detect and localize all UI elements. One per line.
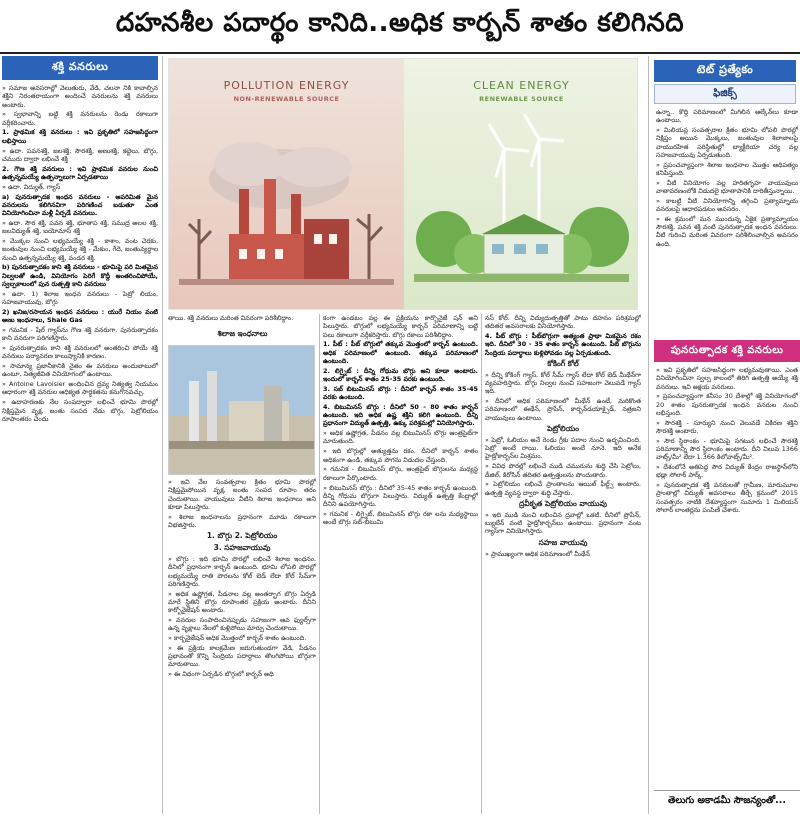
paragraph: 2. గౌణ శక్తి వనరులు : ఇవి ప్రాథమిక వనరుల నుంచి ఉత్పన్నమయ్యే ఉత్పన్నాలుగా ఏర్పడతాయి — [2, 164, 158, 181]
paragraph: ద్రవీకృత పెట్రోలియం వాయువు — [519, 498, 607, 508]
column-divider — [648, 56, 649, 814]
paragraph: 1. పీట్ : పీట్ బొగ్గులో తక్కువ మొత్తంలో కార్బన్ ఉంటుంది. అధిక పరిమాణంలో ఉంటుంది. తక్కువ పరిమాణంలో ఉంటుంది. — [323, 340, 478, 365]
paragraph: » పునరుత్పాదక శక్తి వనరులతో గ్రామీణ, మారుమూల ప్రాంతాల్లో విద్యుత్ అవసరాలు తీర్చే క్రమంలో 2015 సంవత్సరం నాటికి దేశవ్యాప్తంగా సుమారు 1 మిలియన్ సోలార్ లాంతర్లను పంపిణీ చేశారు. — [656, 481, 798, 514]
paragraph: » ఉదా. విద్యుత్, గ్యాస్ — [2, 182, 61, 191]
clean-energy-panel — [404, 59, 638, 310]
paragraph: » కాబట్టి వీటి వినియోగాన్ని తగ్గించి ప్రత్యామ్నాయ వనరులపై ఆధారపడటం అవసరం. — [656, 196, 798, 214]
paragraph: » బొగ్గు : ఇది భూమి పొరల్లో లభించే శిలాజ ఇంధనం. దీనిలో ప్రధానంగా కార్బన్ ఉంటుంది. భూమి లోపలి పొరల్లో లభ్యమయ్యే రాతి పొరలను కోల్ బెడ్ లేదా కోల్ సీమ్‌గా పరిగణిస్తారు. — [168, 555, 316, 588]
smoke-cloud — [276, 147, 352, 187]
paragraph: » పెట్రోలియం లభించే ప్రాంతాలను ఆయిల్ ఫీల్డ్స్ అంటారు. ఉత్పత్తి వ్యవస్థ ద్వారా శుద్ధి చేస్తారు. — [485, 480, 641, 497]
paragraph: 1. ప్రాథమిక శక్తి వనరులు : ఇవి ప్రకృతిలో సహజసిద్ధంగా లభిస్తాయి — [2, 128, 158, 145]
paragraph: » శిలాజ ఇంధనాలను ప్రధానంగా మూడు రకాలుగా విభజిస్తారు. — [168, 512, 316, 529]
column-5-bottom — [656, 366, 798, 786]
clean-energy-title: CLEAN ENERGY — [473, 79, 570, 92]
paragraph: 3. సహజవాయువు — [213, 543, 271, 553]
clean-energy-subtitle: RENEWABLE SOURCE — [479, 95, 564, 103]
paragraph: a) పునరుత్పాదక ఇంధన వనరులు - అపరిమిత మైన వనరులను కలిగినవిగా పరిగణించ బడుతూ ఎంత వినియోగించినా మళ్లీ ఏర్పడే వనరులు. — [2, 192, 158, 218]
paragraph: 1. బొగ్గు 2. పెట్రోలియం — [206, 531, 278, 541]
physics-label: ఫిజిక్స్ — [654, 84, 796, 104]
paragraph: » వీటి వినియోగం వల్ల హరితగృహ వాయువులు వాతావరణంలోకి విడుదలై భూతాపానికి దారితీస్తున్నాయి. — [656, 178, 798, 196]
paragraph: » పునరుత్పాదకం కాని శక్తి వనరులలో అంతరించి పోయే శక్తి వనరులు పర్యావరణ కాలుష్యానికి కారణం. — [2, 343, 158, 361]
factory-building — [304, 219, 349, 279]
paragraph: » సమాజ అవసరాల్లో వెలుతురు, వేడి, చలనా నికి కావాల్సిన శక్తిని నిరంతరాయంగా అందించే వనరులను శక్తి వనరులు అంటారు. — [2, 84, 158, 109]
column-1 — [2, 84, 158, 814]
paragraph: » ఇవి ప్రకృతిలో సహజసిద్ధంగా లభ్యమవుతాయి. ఎంత వినియోగించినా స్వల్ప కాలంలో తిరిగి ఉత్పత్తి అయ్యే శక్తి వనరులు. ఇవి అక్షయ వనరులు. — [656, 366, 798, 391]
tet-special-banner: టెట్ ప్రత్యేకం — [654, 60, 796, 82]
paragraph: 2) ఖనిజ/రసాయన ఇంధన వనరులు : యురే నియం వంటి అణు ఇంధనాలు, Shale Gas — [2, 307, 158, 325]
paragraph: » బిటుమినస్ బొగ్గు : దీనిలో 35-45 శాతం కార్బన్ ఉంటుంది. దీన్ని గోధుమ బొగ్గుగా పిలుస్తారు. విద్యుత్ ఉత్పత్తి కేంద్రాల్లో దీనిని ఉపయోగిస్తారు. — [323, 483, 478, 508]
power-plant-image — [169, 346, 315, 475]
paragraph: » సౌర స్థిరాంకం - భూమిపై సగటున లభించే సౌరశక్తి పరిమాణాన్ని సౌర స్థిరాంకం అంటారు. దీని విలువ 1366 వాట్స్/మీ² లేదా 1.366 కిలోవాట్స్/మీ². — [656, 436, 798, 462]
paragraph: ఉన్నా.. కొద్ది పరిమాణంలో మిగిలిన ఆల్కేన్‌లు కూడా ఉంటాయి. — [656, 108, 798, 125]
paragraph: 2. లిగ్నైట్ : దీన్ని గోధుమ బొగ్గు అని కూడా అంటారు. ఇందులో కార్బన్ శాతం 25-35 వరకు ఉంటుంది. — [323, 366, 478, 383]
paragraph: » సౌరశక్తి - సూర్యుని నుంచి వెలువడే వికిరణ శక్తిని సౌరశక్తి అంటారు. — [656, 418, 798, 435]
paragraph: » ఇవి వేల సంవత్సరాల క్రితం భూమి పొరల్లో నిక్షిప్తమైపోయిన వృక్ష, జంతు సంపద రూపాం తరం చెందుతాయి. వాయువులు వీటిని శిలాజ ఇంధనాలు అని కూడా పిలుస్తారు. — [168, 478, 316, 511]
paragraph: » మొక్కల నుంచి లభ్యమయ్యే శక్తి - కాశాం, వంట చెరకు, జంతువుల నుంచి లభ్యమయ్యే శక్తి - మేకుం, గేదె, జంతువ్యర్థాల నుంచి ఉత్పన్నమయ్యే శక్తి, వండర శక్తి. — [2, 237, 158, 262]
turbine-blades — [524, 114, 564, 167]
paragraph: » గమనిక - బిటుమినస్ బొగ్గు, ఆంత్రసైట్ బొగ్గులను మధ్యస్థ రకాలుగా పేర్కొంటారు. — [323, 465, 478, 482]
window — [536, 244, 548, 254]
subheading-fossil-fuels: శిలాజ ఇంధనాలు — [217, 329, 268, 338]
paragraph: » దీనిలో అధిక పరిమాణంలో మీథేన్ ఉంటే, మరికొంత పరిమాణంలో ఈథేన్, ప్రొపేన్, కార్బన్‌డయాక్సైడ్, నత్రజని వాయువులు ఉంటాయి. — [485, 397, 641, 422]
column-2 — [168, 478, 316, 814]
paragraph: పెట్రోలియం — [547, 423, 579, 433]
column-3 — [323, 314, 478, 814]
window — [257, 249, 265, 259]
column-2-top — [168, 314, 316, 330]
headline: దహనశీల పదార్థం కానిది..అధిక కార్బన్ శాతం కలిగినది — [115, 8, 685, 38]
window — [239, 249, 247, 259]
paragraph: » కార్బనైజేషన్ అధిక మొత్తంలో కార్బన్ శాతం ఉంటుంది. — [168, 634, 307, 643]
paragraph: » వివిధ పొరల్లో లభించే ముడి చమురును శుద్ధి చేసి పెట్రోలు, డీజిల్, కిరోసిన్ తదితర ఉత్పత్తులను పొందుతారు. — [485, 462, 641, 479]
section-title-renewable: పునరుత్పాదక శక్తి వనరులు — [654, 340, 800, 362]
pollution-energy-subtitle: NON-RENEWABLE SOURCE — [233, 95, 340, 103]
window — [314, 234, 322, 244]
paragraph: » దేశంలోనే అతిపెద్ద సౌర విద్యుత్ కేంద్రం రాజస్థాన్‌లోని భడ్లా సోలార్ పార్క్. — [656, 463, 798, 480]
dead-tree-icon — [357, 214, 382, 279]
paragraph: » గమనిక - షేల్ గ్యాస్‌ను గౌణ శక్తి వనరుగా, పునరుత్పాదకం కాని వనరుగా పరిగణిస్తారు. — [2, 325, 158, 343]
paragraph: కంగా ఉండటం వల్ల ఈ ప్రక్రియను కార్బొనైజే షన్ అని పిలుస్తారు. బొగ్గులో లభ్యమయ్యే కార్బన్ పరిమాణాన్ని బట్టి పలు రకాలుగా వర్గీకరిస్తారు. బొగ్గు రకాలు పరిశీలిద్దాం. — [323, 314, 478, 339]
green-city-illustration — [404, 59, 638, 310]
energy-infographic — [168, 58, 638, 310]
paragraph: » దీన్ని కోకింగ్ గ్యాస్, కోల్ సీమ్ గ్యాస్ లేదా కోల్ బెడ్ మీథేన్‌గా వ్యవహరిస్తారు. బొగ్గు నిల్వల నుంచి సహజంగా వెలువడే గ్యాస్ ఇది. — [485, 370, 641, 396]
paragraph: 4. పీట్ బొగ్గు : పీట్‌బొగ్గుగా అత్యంత ప్రాథా మికమైన రకం ఇది. దీనిలో 30 - 35 శాతం కార్బన్ ఉంటుంది. పీట్ బొగ్గును సేంద్రియ పదార్థాలు కుళ్లిపోవడం వల్ల ఏర్పడుతుంది. — [485, 332, 641, 357]
paragraph: » ప్రాముఖ్యంగా అధిక పరిమాణంలో మీథేన్ — [485, 549, 591, 558]
paragraph: సహజ వాయువు — [538, 537, 588, 547]
paragraph: » వనరుల సంపాదించినప్పుడు సహజంగా ఆవ ఫ్యుల్స్‌గా ఉన్న వృక్షాలు నేలలో కుళ్లిపోయి మార్పు చెందుతాయి. — [168, 616, 316, 633]
paragraph: » ఇది బొగ్గుల్లో అత్యుత్తమ రకం. దీనిలో కార్బన్ శాతం అధికంగా ఉండి, తక్కువ పొగను విడుదల చేస్తుంది. — [323, 447, 478, 464]
paragraph: నస్ కోల్. దీన్ని విద్యుదుత్పత్తితో పాటు దహనం పరిశ్రమల్లో తదితర అవసరాలకు వినియోగిస్తారు. — [485, 314, 641, 331]
column-divider — [319, 314, 320, 814]
paragraph: » ఉదా. 1) శిలాజ ఇంధన వనరులు - పెట్రో లియం, సహజవాయువు, బొగ్గు — [2, 289, 158, 306]
solar-roof — [482, 214, 566, 234]
column-divider — [162, 56, 163, 814]
paragraph: b) పునరుత్పాదకం కాని శక్తి వనరులు - భూమిపై పరి మితమైన నిల్వలతో ఉండి, వినియోగం పెరిగే కొద్దీ అంతరించిపోయే, స్వల్పకాలంలో పున రుత్పత్తి కాని వనరులు — [2, 263, 158, 288]
window — [275, 249, 283, 259]
ground — [179, 279, 394, 285]
paragraph: » అధిక ఉష్ణోగ్రత, పీడనాల వల్ల అంతర్భాగ బొగ్గు ఏర్పడి మారే స్థితిని బొగ్గు రూపాంతర ప్రక్రియ అంటారు. దీనిని కార్బోనైజేషన్ అంటారు. — [168, 589, 316, 615]
paragraph: » మిలియన్ల సంవత్సరాల క్రితం భూమి లోపలి పొరల్లో నిక్షిప్తం అయిన మొక్కలు, జంతువుల శిలాజాలపై వాయురహిత పరిస్థితుల్లో బ్యాక్టీరియా చర్య వల్ల సహజవాయువు ఏర్పడుతుంది. — [656, 126, 798, 159]
paragraph: » గమనిక - లిగ్నైట్, బిటుమినస్ బొగ్గు రకా లను మధ్యస్థాయి అంటే బొగ్గు సబ్-బిటుమి — [323, 509, 478, 527]
paragraph: తాయి. శక్తి వనరులు మరింత వివరంగా పరిశీలిద్దాం. — [168, 314, 294, 322]
paragraph: » పెట్రో, ఓలియం అనే రెండు గ్రీకు పదాల నుంచి ఉద్భవించింది. పెట్రో అంటే రాయి, ఓలియం అంటే నూనె. ఇది అనేక హైడ్రోకార్బన్‌ల మిశ్రమం. — [485, 435, 641, 461]
pollution-energy-title: POLLUTION ENERGY — [223, 79, 350, 92]
paragraph: 4. బిటుమినస్ బొగ్గు : దీనిలో 50 - 80 శాతం కార్బన్ ఉంటుంది. ఇది అధిక ఉష్ణ శక్తిని కలిగి ఉంటుంది. దీన్ని ప్రధానంగా విద్యుత్‌ ఉత్పత్తి, ఉక్కు పరిశ్రమల్లో వినియోగిస్తారు. — [323, 402, 478, 428]
window — [329, 234, 337, 244]
paragraph: కోకింగ్ కోల్ — [547, 358, 579, 368]
paragraph: 3. సబ్ బిటుమినస్ బొగ్గు : దీనిలో కార్బన్ శాతం 35-45 వరకు ఉంటుంది. — [323, 384, 478, 402]
paragraph: » ఉదాహరణకు నేల సంపద్వారా లభించే భూమి పొరల్లో నిక్షిప్తమైన వృక్ష, జంతు సంపద నేడు బొగ్గు, పెట్రోలియం రూపాంతరం చెందు — [2, 398, 158, 423]
ground — [414, 274, 629, 282]
column-5-top — [656, 108, 798, 336]
paragraph: » అధిక ఉష్ణోగ్రత, పీడనం వల్ల బిటుమినస్ బొగ్గు ఆంత్రసైట్‌గా మారుతుంది. — [323, 429, 478, 446]
paragraph: » సామాన్య ప్రజానీకానికి నైతం ఈ వనరులు అందుబాటులో ఉంటూ, నిత్యజీవిత వినియోగంలో ఉంటాయి. — [2, 362, 158, 379]
paragraph: » ప్రపంచవ్యాప్తంగా కనీసం 30 దేశాల్లో శక్తి వినియోగంలో 20 శాతం పునరుత్పాదక ఇంధన వనరుల నుంచి లభిస్తుంది. — [656, 392, 798, 417]
dead-tree-icon — [189, 219, 211, 279]
window — [514, 244, 526, 254]
paragraph: » ఉదా. సౌర శక్తి, పవన శక్తి, భూతాప శక్తి, సముద్ర అలల శక్తి, జలవిద్యుత్ శక్తి, బయోమాస్ శక్తి — [2, 218, 158, 236]
paragraph: » ఈ ప్రక్రియ కాలక్రమేణ జరుగుతుండగా వేడి, పీడనం ప్రభావంతో కొన్ని సేంద్రియ పదార్థాలు తొలగిపోయి బొగ్గుగా మారుతాయి. — [168, 643, 316, 669]
paragraph: » స్వభావాన్ని బట్టి శక్తి వనరులను రెండు రకాలుగా వర్గీకరించారు. — [2, 110, 158, 127]
column-divider — [481, 314, 482, 814]
paragraph: » ప్రపంచవ్యాప్తంగా శిలాజ ఇంధనాల మొత్తం ఆధిపత్యం కనిపిస్తుంది. — [656, 160, 798, 177]
column-4 — [485, 314, 641, 814]
paragraph: » ఈ క్రమంలో మన ముందున్న ఏకైక ప్రత్యామ్నాయం సౌరశక్తి, పవన శక్తి వంటి పునరుత్పాదక ఇంధన వనరులు. వీటి గురించి మరింత వివరంగా పరిశీలించాల్సిన అవసరం ఉంది. — [656, 214, 798, 248]
paragraph: » Antoine Lavoisier అందించిన ద్రవ్య నిత్యత్వ నియమం ఆధారంగా శక్తి వనరుల ఆధిక్యత సార్ధకతను కనుగొనవచ్చు. — [2, 380, 158, 397]
section-title-energy-resources: శక్తి వనరులు — [2, 56, 158, 80]
window — [492, 244, 504, 254]
turbine-blades — [489, 124, 529, 177]
paragraph: » ఉదా. పవనశక్తి, జలశక్తి, సౌరశక్తి, అణుశక్తి, కట్టెలు, బొగ్గు, చమురు ద్వారా లభించే శక్తి — [2, 146, 158, 163]
factory-illustration — [169, 59, 404, 310]
headline-rule — [0, 52, 800, 54]
paragraph: » ఈ విధంగా ఏర్పడిన బొగ్గులో కార్బన్ అధి — [168, 670, 274, 679]
telugu-academy-credit: తెలుగు అకాడమీ సౌజన్యంతో... — [654, 790, 800, 812]
pollution-energy-panel — [169, 59, 404, 310]
paragraph: » ఇది ముడి నుంచి లభించిన ద్రవాల్లో ఒకటి. దీనిలో ప్రొపేన్, బ్యుటేన్ వంటి హైడ్రోకార్బన్‌లు ఉంటాయి. ప్రధానంగా వంట గ్యాస్‌గా వినియోగిస్తారు. — [485, 510, 641, 536]
power-plant-photo — [168, 345, 315, 475]
